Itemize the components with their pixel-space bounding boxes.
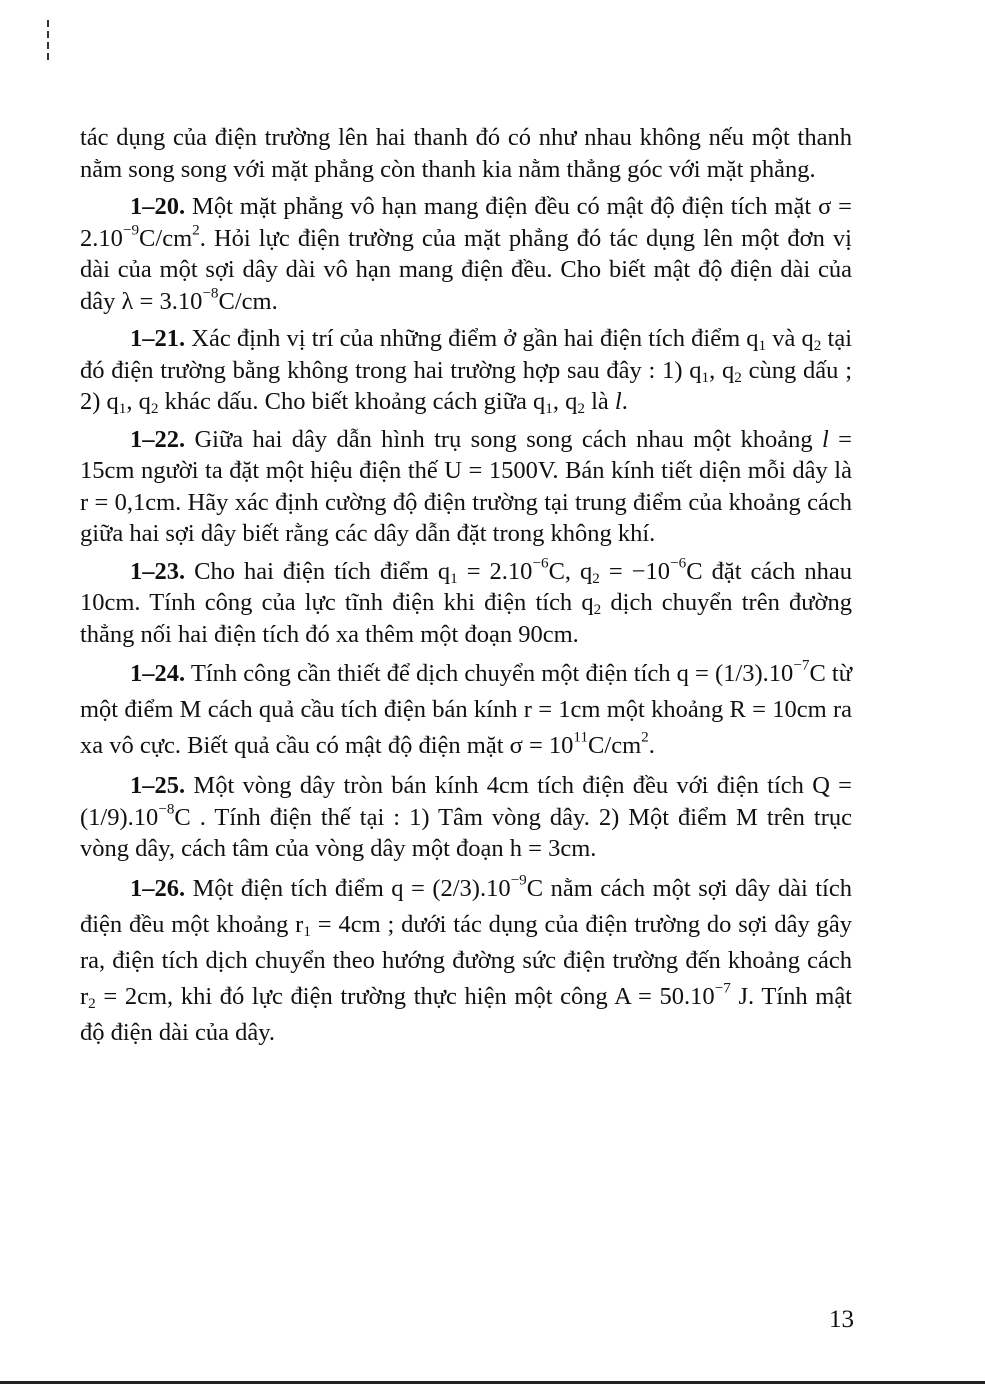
page-number: 13 bbox=[829, 1306, 854, 1333]
problem-text: C đặt cách nhau 10cm. Tính công của lực tĩnh điện khi điện tích q bbox=[80, 557, 853, 616]
margin-mark bbox=[47, 20, 49, 60]
problem-text: Giữa hai dây dẫn hình trụ song song cách nhau một khoảng bbox=[185, 425, 823, 453]
subscript: 2 bbox=[577, 399, 585, 417]
subscript: 1 bbox=[118, 399, 127, 417]
subscript: 1 bbox=[701, 368, 710, 386]
problem-text: Tính công cần thiết để dịch chuyển một điện tích q = (1/3).10 bbox=[185, 660, 794, 687]
problem-text: dịch chuyển trên đường thẳng nối hai điện tích đó xa thêm một đoạn 90cm. bbox=[80, 589, 852, 648]
problem-text: C, q bbox=[548, 557, 593, 585]
supscript: −8 bbox=[202, 284, 219, 302]
problem-text: Một vòng dây tròn bán kính 4cm tích điện đều với điện tích Q =(1/9).10 bbox=[80, 772, 852, 831]
problem-number: 1–21. bbox=[130, 325, 186, 352]
supscript: −6 bbox=[670, 554, 687, 572]
italic-symbol: l bbox=[614, 388, 622, 415]
problem-number: 1–20. bbox=[130, 193, 186, 220]
subscript: 2 bbox=[88, 994, 96, 1012]
problem-text: Cho hai điện tích điểm q bbox=[185, 557, 451, 585]
problem-text: , q bbox=[709, 356, 735, 384]
subscript: 1 bbox=[758, 336, 767, 354]
subscript: 2 bbox=[150, 399, 159, 417]
problem-paragraph bbox=[80, 191, 852, 317]
problem-text: = 15cm người ta đặt một hiệu điện thế U = 1500V. Bán kính tiết diện mỗi dây là r = 0,1cm. Hãy xác định cường độ điện trường tại trung điểm của khoảng cách giữa hai sợi dây biết rằng các dây dẫn đặt trong không khí. bbox=[80, 425, 852, 547]
problem-text: C/cm bbox=[588, 732, 642, 759]
supscript: 2 bbox=[192, 221, 200, 239]
problem-number: 1–24. bbox=[130, 660, 186, 687]
subscript: 1 bbox=[450, 569, 458, 587]
problem-paragraph bbox=[80, 556, 852, 651]
subscript: 2 bbox=[592, 569, 600, 587]
problem-text: khác dấu. Cho biết khoảng cách giữa q bbox=[158, 388, 546, 415]
problem-text: là bbox=[584, 388, 615, 415]
supscript: −9 bbox=[122, 221, 140, 239]
supscript: −9 bbox=[510, 871, 527, 889]
subscript: 2 bbox=[593, 600, 602, 618]
problem-text: C/cm bbox=[139, 224, 193, 252]
problem-paragraph bbox=[80, 656, 852, 764]
subscript: 1 bbox=[303, 922, 311, 940]
problem-text: J. Tính mật độ điện dài của dây. bbox=[80, 982, 852, 1046]
problem-paragraph bbox=[80, 424, 852, 550]
problem-number: 1–22. bbox=[130, 425, 186, 453]
italic-symbol: l bbox=[822, 425, 829, 453]
problem-text: C . Tính điện thế tại : 1) Tâm vòng dây. 2) Một điểm M trên trục vòng dây, cách tâm của vòng dây một đoạn h = 3cm. bbox=[80, 803, 852, 862]
problem-text: = 4cm ; dưới tác dụng của điện trường do sợi dây gây ra, điện tích dịch chuyển theo hướng đường sức điện trường đến khoảng cách r bbox=[80, 910, 853, 1010]
problem-text: = 2.10 bbox=[457, 557, 533, 585]
problem-text: Một điện tích điểm q = (2/3).10 bbox=[185, 874, 511, 902]
problem-list bbox=[80, 191, 852, 1051]
problem-text: C nằm cách một sợi dây dài tích điện đều một khoảng r bbox=[80, 874, 852, 938]
page-body bbox=[80, 122, 852, 1051]
problem-number: 1–23. bbox=[130, 557, 186, 585]
problem-paragraph bbox=[80, 323, 852, 418]
bottom-rule bbox=[0, 1381, 985, 1384]
problem-text: Xác định vị trí của những điểm ở gần hai điện tích điểm q bbox=[185, 325, 759, 352]
problem-text: = 2cm, khi đó lực điện trường thực hiện một công A = 50.10 bbox=[95, 982, 715, 1010]
problem-text: tại đó điện trường bằng không trong hai trường hợp sau đây : 1) q bbox=[80, 325, 852, 384]
problem-text: C từ một điểm M cách quả cầu tích điện bán kính r = 1cm một khoảng R = 10cm ra xa vô cực. Biết quả cầu có mật độ điện mặt σ = 10 bbox=[80, 660, 852, 759]
supscript: 2 bbox=[641, 728, 649, 746]
problem-text: cùng dấu ; 2) q bbox=[80, 356, 853, 415]
continuation-paragraph: tác dụng của điện trường lên hai thanh đó có như nhau không nếu một thanh nằm song song với mặt phẳng còn thanh kia nằm thẳng góc với mặt phẳng. bbox=[80, 124, 852, 183]
problem-text: , q bbox=[126, 388, 151, 415]
problem-text: C/cm. bbox=[218, 287, 278, 315]
problem-number: 1–25. bbox=[130, 772, 186, 799]
supscript: −6 bbox=[532, 554, 549, 572]
problem-text: . Hỏi lực điện trường của mặt phẳng đó tác dụng lên một đơn vị dài của một sợi dây dài vô hạn mang điện đều. Cho biết mật độ điện dài của dây λ = 3.10 bbox=[80, 224, 852, 315]
supscript: −7 bbox=[793, 656, 810, 674]
subscript: 1 bbox=[545, 399, 553, 417]
problem-text: và q bbox=[766, 325, 814, 352]
problem-text: , q bbox=[552, 388, 578, 415]
supscript: 11 bbox=[573, 728, 589, 746]
supscript: −8 bbox=[158, 800, 175, 818]
problem-paragraph bbox=[80, 770, 852, 865]
subscript: 2 bbox=[734, 368, 742, 386]
supscript: −7 bbox=[714, 979, 731, 997]
problem-text: . bbox=[621, 388, 628, 415]
problem-text: = −10 bbox=[599, 557, 671, 585]
problem-text: . bbox=[648, 732, 655, 759]
subscript: 2 bbox=[813, 336, 822, 354]
problem-text: Một mặt phẳng vô hạn mang điện đều có mật độ điện tích mặt σ = 2.10 bbox=[80, 193, 852, 252]
problem-paragraph bbox=[80, 871, 852, 1051]
problem-number: 1–26. bbox=[130, 874, 186, 902]
